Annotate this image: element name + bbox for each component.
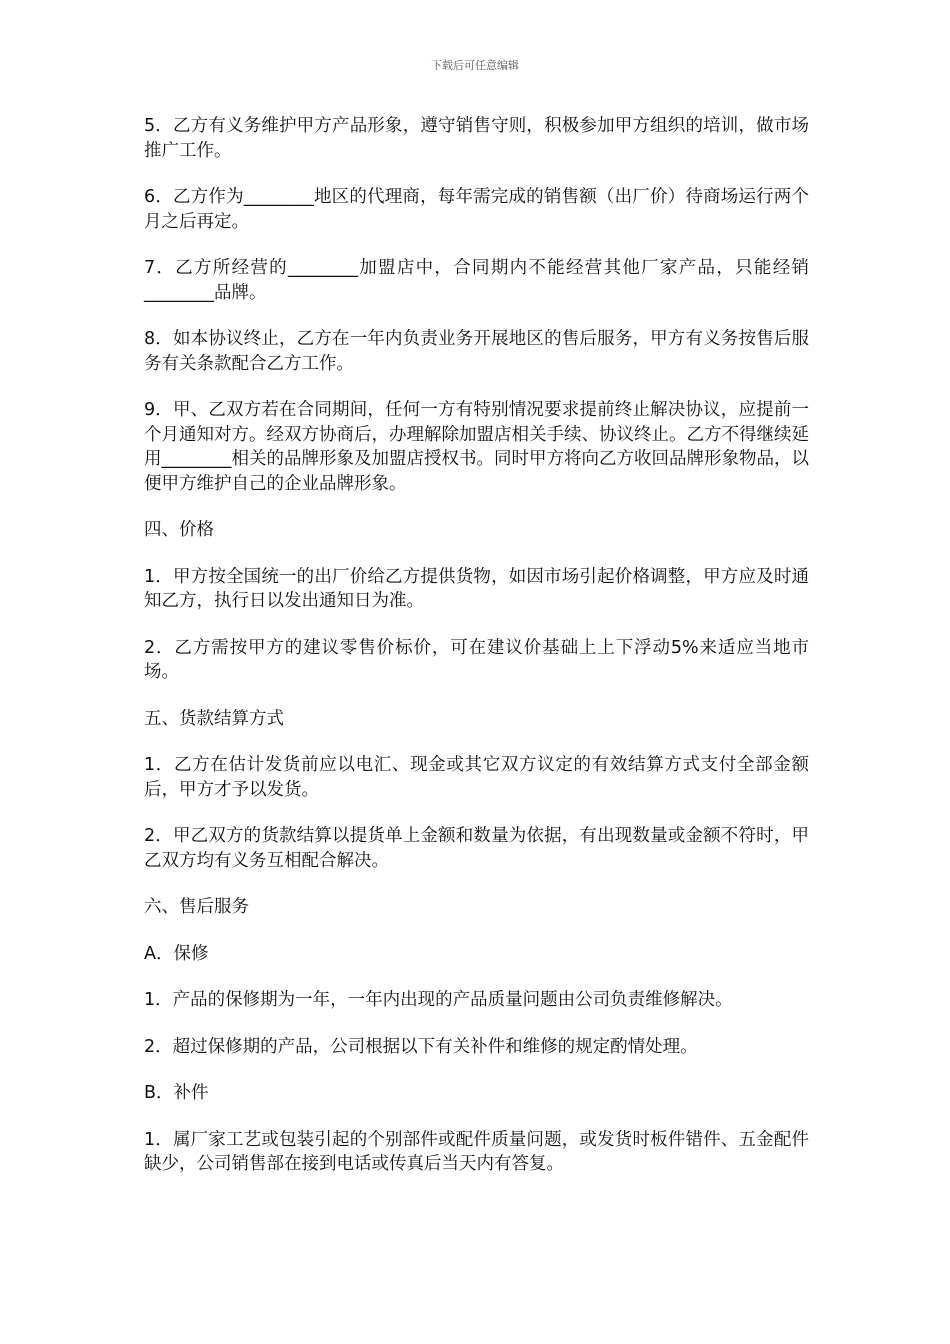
payment-clause-1: 1．乙方在估计发货前应以电汇、现金或其它双方议定的有效结算方式支付全部金额后，甲方才予以发货。 <box>144 755 809 800</box>
parts-clause-1: 1．属厂家工艺或包装引起的个别部件或配件质量问题，或发货时板件错件、五金配件缺少，公司销售部在接到电话或传真后当天内有答复。 <box>144 1129 809 1174</box>
section-heading-price: 四、价格 <box>144 520 214 540</box>
clause-6: 6．乙方作为________地区的代理商，每年需完成的销售额（出厂价）待商场运行两个月之后再定。 <box>144 187 809 232</box>
clause-8: 8．如本协议终止，乙方在一年内负责业务开展地区的售后服务，甲方有义务按售后服务有关条款配合乙方工作。 <box>144 329 809 374</box>
clause-7: 7．乙方所经营的________加盟店中，合同期内不能经营其他厂家产品，只能经销________品牌。 <box>144 258 809 303</box>
clause-5: 5．乙方有义务维护甲方产品形象，遵守销售守则，积极参加甲方组织的培训，做市场推广工作。 <box>144 116 809 161</box>
section-heading-payment: 五、货款结算方式 <box>144 708 284 729</box>
warranty-clause-1: 1．产品的保修期为一年，一年内出现的产品质量问题由公司负责维修解决。 <box>144 990 733 1010</box>
section-heading-after-sales: 六、售后服务 <box>144 897 249 917</box>
warranty-clause-2: 2．超过保修期的产品，公司根据以下有关补件和维修的规定酌情处理。 <box>144 1036 698 1057</box>
page-header: 下载后可任意编辑 <box>431 59 519 72</box>
subheading-warranty: A．保修 <box>144 943 209 964</box>
price-clause-2: 2．乙方需按甲方的建议零售价标价，可在建议价基础上上下浮动5%来适应当地市场。 <box>144 637 809 682</box>
clause-9: 9．甲、乙双方若在合同期间，任何一方有特别情况要求提前终止解决协议，应提前一个月通知对方。经双方协商后，办理解除加盟店相关手续、协议终止。乙方不得继续延用________相关的品牌形象及加盟店授权书。同时甲方将向乙方收回品牌形象物品，以便甲方维护自己的企业品牌形象。 <box>144 400 809 494</box>
document-body <box>144 114 809 1199</box>
subheading-parts: B．补件 <box>144 1083 209 1103</box>
payment-clause-2: 2．甲乙双方的货款结算以提货单上金额和数量为依据，有出现数量或金额不符时，甲乙双方均有义务互相配合解决。 <box>144 826 809 871</box>
price-clause-1: 1．甲方按全国统一的出厂价给乙方提供货物，如因市场引起价格调整，甲方应及时通知乙方，执行日以发出通知日为准。 <box>144 566 809 611</box>
